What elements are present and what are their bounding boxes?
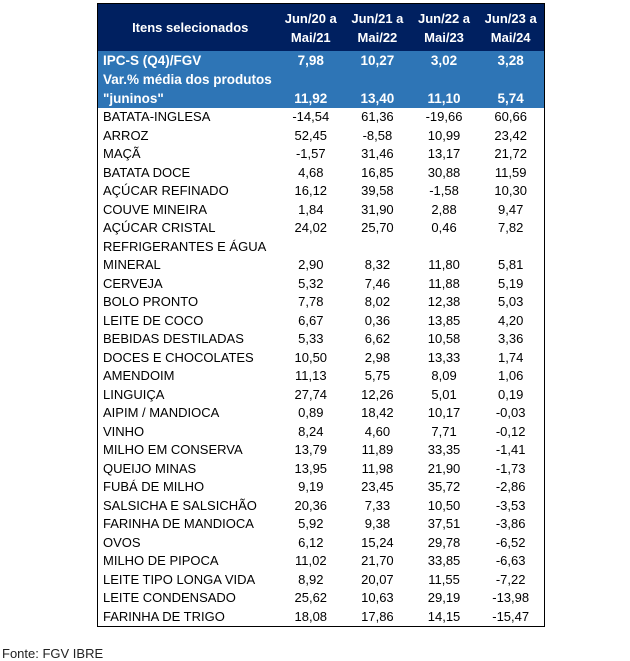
row-label: LEITE DE COCO xyxy=(103,312,204,328)
row-value: 1,06 xyxy=(498,368,524,383)
row-label: FUBÁ DE MILHO xyxy=(103,479,205,494)
row-value: 20,36 xyxy=(294,497,328,513)
row-value: 11,10 xyxy=(411,70,478,108)
row-value: 10,17 xyxy=(427,405,461,420)
row-value: 25,62 xyxy=(294,590,328,605)
table-row xyxy=(98,386,545,405)
row-value: 0,36 xyxy=(364,312,391,328)
row-label: IPC-S (Q4)/FGV xyxy=(98,51,278,70)
table-row xyxy=(98,404,545,423)
row-label: ARROZ xyxy=(103,127,149,143)
row-value: -1,58 xyxy=(429,183,459,198)
row-value: 5,92 xyxy=(298,516,324,531)
row-label: BOLO PRONTO xyxy=(103,294,199,309)
row-label: DOCES E CHOCOLATES xyxy=(103,349,254,365)
row-value: 10,50 xyxy=(294,349,328,365)
row-value: 37,51 xyxy=(427,516,461,531)
row-value: 9,19 xyxy=(298,479,324,494)
row-label: BATATA DOCE xyxy=(103,164,191,180)
table-row xyxy=(98,367,545,386)
row-value: 24,02 xyxy=(294,220,328,235)
row-value: 13,17 xyxy=(427,146,461,161)
row-value: 10,50 xyxy=(427,497,461,513)
row-value: 1,84 xyxy=(298,201,324,217)
row-value: -19,66 xyxy=(425,109,463,124)
row-label: LINGUIÇA xyxy=(103,386,165,402)
source-note: Fonte: FGV IBRE xyxy=(2,646,104,661)
row-value: 13,95 xyxy=(294,460,328,476)
table-row xyxy=(98,589,545,608)
row-value: 8,92 xyxy=(298,571,324,587)
row-value: 13,40 xyxy=(344,70,411,108)
table-row xyxy=(98,275,545,294)
row-value: 3,28 xyxy=(477,51,544,70)
row-value: 60,66 xyxy=(494,109,527,124)
row-value: 7,82 xyxy=(498,220,524,235)
row-value: 16,85 xyxy=(361,164,394,180)
row-value: 7,46 xyxy=(364,275,391,291)
row-value: 5,01 xyxy=(431,386,457,402)
row-value: 5,03 xyxy=(498,294,524,309)
row-value: 9,38 xyxy=(364,516,391,531)
row-value: -8,58 xyxy=(362,127,393,143)
table-row xyxy=(98,349,545,368)
row-value: 25,70 xyxy=(361,220,394,235)
row-value: 15,24 xyxy=(361,534,394,550)
row-value: 18,42 xyxy=(361,405,394,420)
row-value: 33,35 xyxy=(427,442,461,457)
row-value: 8,09 xyxy=(431,368,457,383)
row-label: MILHO DE PIPOCA xyxy=(103,553,219,568)
row-value: 16,12 xyxy=(294,183,328,198)
header-items: Itens selecionados xyxy=(98,4,278,52)
row-value: -6,63 xyxy=(495,553,526,568)
row-value: 5,74 xyxy=(477,70,544,108)
row-label: VINHO xyxy=(103,423,145,439)
row-value: -6,52 xyxy=(495,534,526,550)
row-value: 4,60 xyxy=(364,423,391,439)
header-row xyxy=(98,4,545,52)
row-value: 3,02 xyxy=(411,51,478,70)
summary-row xyxy=(98,51,545,70)
row-value: -3,86 xyxy=(495,516,526,531)
header-period: Jun/22 a Mai/23 xyxy=(411,4,478,52)
table-row xyxy=(98,164,545,183)
row-value: 11,88 xyxy=(428,275,460,291)
row-value: 5,32 xyxy=(298,275,324,291)
header-period: Jun/21 a Mai/22 xyxy=(344,4,411,52)
row-value: 7,78 xyxy=(298,294,324,309)
row-value: 17,86 xyxy=(361,608,394,624)
header-period: Jun/20 a Mai/21 xyxy=(277,4,344,52)
row-value: 39,58 xyxy=(361,183,394,198)
row-value: -0,03 xyxy=(495,405,526,420)
row-label: FARINHA DE TRIGO xyxy=(103,608,225,624)
row-value: 29,19 xyxy=(427,590,461,605)
table-row xyxy=(98,219,545,238)
table-row xyxy=(98,312,545,331)
row-value: 21,72 xyxy=(494,146,527,161)
row-value: 33,85 xyxy=(427,553,461,568)
row-value: 11,55 xyxy=(428,571,460,587)
row-value: 10,58 xyxy=(427,331,461,346)
row-value: 1,74 xyxy=(498,349,524,365)
table-row xyxy=(98,330,545,349)
row-value: 11,13 xyxy=(294,368,327,383)
row-value: 12,38 xyxy=(427,294,461,309)
row-value: 30,88 xyxy=(427,164,461,180)
row-value: 14,15 xyxy=(427,608,461,624)
row-label: QUEIJO MINAS xyxy=(103,460,197,476)
table-row xyxy=(98,441,545,460)
table-row xyxy=(98,515,545,534)
row-value: 11,98 xyxy=(361,460,394,476)
row-label: AÇÚCAR REFINADO xyxy=(103,183,229,198)
row-value: 35,72 xyxy=(427,479,461,494)
row-label: REFRIGERANTES E ÁGUA MINERAL xyxy=(103,238,266,272)
row-value: 2,90 xyxy=(298,257,324,272)
row-value: 7,33 xyxy=(364,497,391,513)
row-value: -2,86 xyxy=(495,479,526,494)
row-value: 11,92 xyxy=(277,70,344,108)
row-label: OVOS xyxy=(103,534,141,550)
row-value: 10,27 xyxy=(344,51,411,70)
row-label: MAÇÃ xyxy=(103,146,141,161)
row-label: FARINHA DE MANDIOCA xyxy=(103,516,254,531)
row-value: -0,12 xyxy=(495,423,526,439)
row-label: BEBIDAS DESTILADAS xyxy=(103,331,244,346)
row-value: 5,81 xyxy=(498,257,524,272)
row-label: COUVE MINEIRA xyxy=(103,201,208,217)
row-value: -1,41 xyxy=(495,442,526,457)
row-value: 10,99 xyxy=(427,127,461,143)
table-row xyxy=(98,608,545,627)
row-value: 13,85 xyxy=(427,312,461,328)
row-value: 21,70 xyxy=(361,553,394,568)
table-row xyxy=(98,201,545,220)
row-value: 8,32 xyxy=(364,257,391,272)
row-value: -13,98 xyxy=(492,590,530,605)
row-value: 0,46 xyxy=(431,220,457,235)
row-value: 23,45 xyxy=(361,479,394,494)
summary-row xyxy=(98,70,545,108)
table-row xyxy=(98,145,545,164)
row-label: Var.% média dos produtos "juninos" xyxy=(98,70,278,108)
row-value: 9,47 xyxy=(498,201,524,217)
header-period: Jun/23 a Mai/24 xyxy=(477,4,544,52)
row-value: 4,68 xyxy=(298,164,324,180)
row-value: 52,45 xyxy=(294,127,328,143)
row-value: 27,74 xyxy=(294,386,328,402)
table-row xyxy=(98,571,545,590)
row-value: 61,36 xyxy=(361,109,394,124)
row-label: BATATA-INGLESA xyxy=(103,109,211,124)
row-label: MILHO EM CONSERVA xyxy=(103,442,243,457)
row-value: 11,02 xyxy=(294,553,327,568)
row-value: 5,75 xyxy=(364,368,391,383)
table-row xyxy=(98,552,545,571)
row-value: 7,71 xyxy=(431,423,457,439)
row-value: -3,53 xyxy=(495,497,526,513)
table-row xyxy=(98,127,545,146)
row-value: 31,46 xyxy=(361,146,394,161)
row-value: 2,88 xyxy=(431,201,457,217)
row-value: 0,89 xyxy=(298,405,324,420)
table-row xyxy=(98,238,545,275)
row-value: 8,02 xyxy=(364,294,391,309)
table-row xyxy=(98,108,545,127)
table-row xyxy=(98,478,545,497)
row-value: 13,79 xyxy=(294,442,328,457)
table-row xyxy=(98,460,545,479)
table-row xyxy=(98,534,545,553)
row-label: AMENDOIM xyxy=(103,368,175,383)
row-value: 21,90 xyxy=(427,460,461,476)
row-value: -15,47 xyxy=(492,608,530,624)
row-label: SALSICHA E SALSICHÃO xyxy=(103,497,257,513)
row-value: 11,89 xyxy=(361,442,394,457)
row-value: 7,98 xyxy=(277,51,344,70)
row-value: 5,19 xyxy=(498,275,524,291)
table-row xyxy=(98,293,545,312)
row-value: 6,67 xyxy=(298,312,324,328)
row-label: AIPIM / MANDIOCA xyxy=(103,405,220,420)
row-value: 31,90 xyxy=(361,201,394,217)
row-value: 8,24 xyxy=(298,423,324,439)
row-value: -14,54 xyxy=(292,109,330,124)
row-value: 3,36 xyxy=(498,331,524,346)
row-label: LEITE TIPO LONGA VIDA xyxy=(103,571,256,587)
row-value: 6,12 xyxy=(298,534,324,550)
row-value: 20,07 xyxy=(361,571,394,587)
row-value: 11,80 xyxy=(428,257,460,272)
row-value: 11,59 xyxy=(494,164,527,180)
row-value: -1,73 xyxy=(495,460,526,476)
row-label: AÇÚCAR CRISTAL xyxy=(103,220,216,235)
row-value: 29,78 xyxy=(427,534,461,550)
row-value: 5,33 xyxy=(298,331,324,346)
row-value: 6,62 xyxy=(364,331,391,346)
row-value: 12,26 xyxy=(361,386,394,402)
table-row xyxy=(98,182,545,201)
row-value: 0,19 xyxy=(498,386,524,402)
row-value: 13,33 xyxy=(427,349,461,365)
row-value: 2,98 xyxy=(364,349,391,365)
row-value: 23,42 xyxy=(494,127,527,143)
row-label: LEITE CONDENSADO xyxy=(103,590,236,605)
row-value: 10,63 xyxy=(361,590,394,605)
row-value: 4,20 xyxy=(498,312,524,328)
row-value: -1,57 xyxy=(295,146,326,161)
row-value: 10,30 xyxy=(494,183,527,198)
table-row xyxy=(98,497,545,516)
row-value: -7,22 xyxy=(495,571,526,587)
inflation-table xyxy=(97,3,545,627)
row-value: 18,08 xyxy=(294,608,328,624)
table-row xyxy=(98,423,545,442)
row-label: CERVEJA xyxy=(103,275,163,291)
